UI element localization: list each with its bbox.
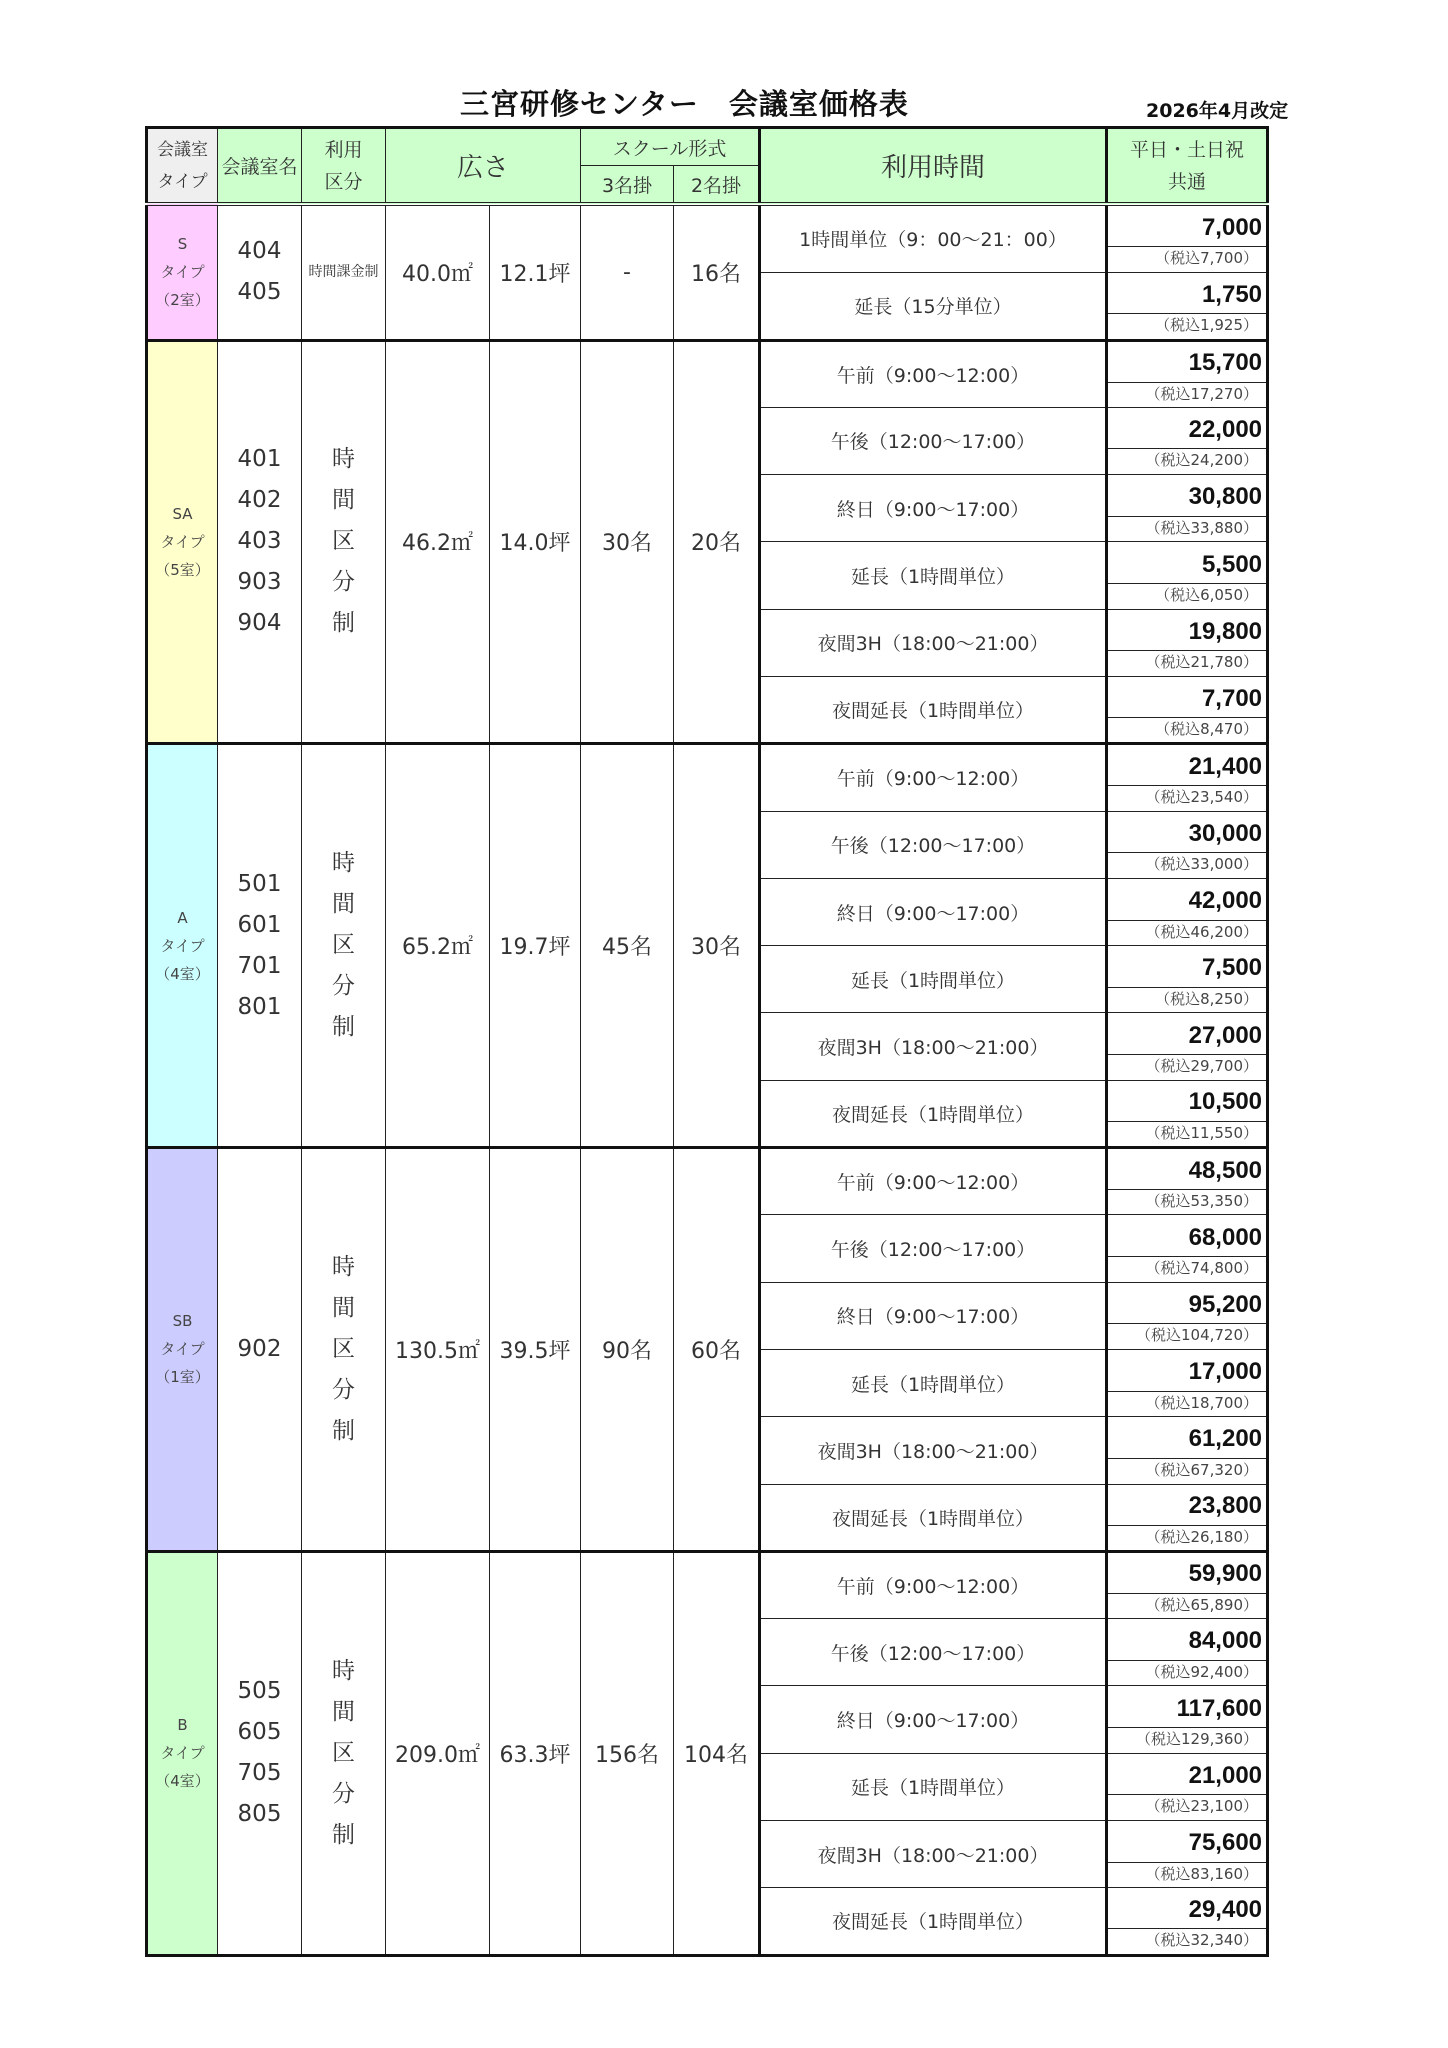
header-room-name: 会議室名	[218, 128, 302, 205]
price-excl-tax: 22,000	[1108, 411, 1266, 449]
price-cell	[1107, 1417, 1268, 1484]
price-cell	[1107, 1551, 1268, 1618]
price-incl-tax: （税込26,180）	[1145, 1527, 1259, 1546]
usage-type-cell: 時 間 区 分 制	[302, 1148, 386, 1552]
usage-time-cell: 延長（1時間単位）	[760, 946, 1107, 1013]
price-excl-tax: 5,500	[1108, 546, 1266, 584]
room-number: 401	[237, 446, 282, 473]
price-cell	[1107, 744, 1268, 811]
price-excl-tax: 59,900	[1108, 1556, 1266, 1594]
table-row	[147, 340, 1268, 407]
usage-time-cell: 午後（12:00～17:00）	[760, 1619, 1107, 1686]
price-table	[145, 126, 1269, 1957]
table-row	[147, 1148, 1268, 1215]
document-title: 三宮研修センター 会議室価格表	[460, 87, 909, 121]
table-row	[147, 1551, 1268, 1618]
price-incl-tax: （税込21,780）	[1145, 653, 1259, 672]
room-number: 601	[237, 911, 282, 938]
usage-time-cell: 1時間単位（9：00～21：00）	[760, 204, 1107, 272]
price-incl-tax: （税込33,000）	[1145, 855, 1259, 874]
capacity-2-seat-cell: 60名	[674, 1148, 760, 1552]
usage-time-cell: 終日（9:00～17:00）	[760, 475, 1107, 542]
price-incl-tax: （税込92,400）	[1145, 1662, 1259, 1681]
usage-time-cell: 夜間3H（18:00～21:00）	[760, 1013, 1107, 1080]
usage-time-cell: 夜間延長（1時間単位）	[760, 1888, 1107, 1955]
room-numbers-cell	[218, 1148, 302, 1552]
room-numbers-cell	[218, 1551, 302, 1955]
room-number: 705	[237, 1760, 282, 1787]
usage-time-cell: 午後（12:00～17:00）	[760, 811, 1107, 878]
price-incl-tax: （税込83,160）	[1145, 1864, 1259, 1883]
price-incl-tax: （税込53,350）	[1145, 1192, 1259, 1211]
usage-time-cell: 終日（9:00～17:00）	[760, 878, 1107, 945]
room-type-cell: SB タイプ （1室）	[147, 1148, 218, 1552]
usage-time-cell: 午後（12:00～17:00）	[760, 1215, 1107, 1282]
room-numbers-cell	[218, 744, 302, 1148]
room-type-cell: S タイプ （2室）	[147, 204, 218, 340]
header-usage-type: 利用 区分	[302, 128, 386, 205]
header-school-style: スクール形式	[581, 128, 760, 166]
header-school-3-seat: 3名掛	[581, 166, 674, 205]
room-type-cell: B タイプ （4室）	[147, 1551, 218, 1955]
price-cell	[1107, 1888, 1268, 1955]
usage-type-cell: 時間課金制	[302, 204, 386, 340]
price-cell	[1107, 1080, 1268, 1147]
price-cell	[1107, 1282, 1268, 1349]
room-type-cell: SA タイプ （5室）	[147, 340, 218, 744]
room-number: 403	[237, 528, 282, 555]
price-incl-tax: （税込33,880）	[1145, 518, 1259, 537]
price-cell	[1107, 272, 1268, 340]
price-incl-tax: （税込6,050）	[1155, 586, 1259, 605]
price-cell	[1107, 407, 1268, 474]
price-incl-tax: （税込32,340）	[1145, 1931, 1259, 1950]
capacity-2-seat-cell: 104名	[674, 1551, 760, 1955]
area-m2-cell: 130.5㎡	[386, 1148, 490, 1552]
usage-time-cell: 延長（15分単位）	[760, 272, 1107, 340]
price-excl-tax: 84,000	[1108, 1623, 1266, 1661]
price-excl-tax: 95,200	[1108, 1286, 1266, 1324]
room-number: 405	[237, 279, 282, 306]
header-price: 平日・土日祝 共通	[1107, 128, 1268, 205]
price-cell	[1107, 1013, 1268, 1080]
price-excl-tax: 1,750	[1108, 276, 1266, 314]
price-cell	[1107, 609, 1268, 676]
capacity-3-seat-cell: -	[581, 204, 674, 340]
price-incl-tax: （税込24,200）	[1145, 451, 1259, 470]
area-tsubo-cell: 12.1坪	[490, 204, 581, 340]
price-cell	[1107, 204, 1268, 272]
price-cell	[1107, 1484, 1268, 1551]
price-incl-tax: （税込8,470）	[1155, 720, 1259, 739]
room-number: 402	[237, 487, 282, 514]
usage-time-cell: 午前（9:00～12:00）	[760, 1551, 1107, 1618]
capacity-2-seat-cell: 20名	[674, 340, 760, 744]
area-tsubo-cell: 63.3坪	[490, 1551, 581, 1955]
room-number: 904	[237, 610, 282, 637]
price-incl-tax: （税込17,270）	[1145, 384, 1259, 403]
price-excl-tax: 7,700	[1108, 680, 1266, 718]
price-excl-tax: 30,800	[1108, 479, 1266, 517]
usage-time-cell: 夜間3H（18:00～21:00）	[760, 1821, 1107, 1888]
area-m2-cell: 46.2㎡	[386, 340, 490, 744]
usage-type-cell: 時 間 区 分 制	[302, 1551, 386, 1955]
price-incl-tax: （税込23,540）	[1145, 788, 1259, 807]
room-number: 903	[237, 569, 282, 596]
price-cell	[1107, 542, 1268, 609]
header-room-type: 会議室 タイプ	[147, 128, 218, 205]
room-number: 805	[237, 1801, 282, 1828]
price-incl-tax: （税込129,360）	[1135, 1730, 1259, 1749]
area-m2-cell: 40.0㎡	[386, 204, 490, 340]
price-excl-tax: 48,500	[1108, 1152, 1266, 1190]
room-number: 605	[237, 1719, 282, 1746]
usage-type-cell: 時 間 区 分 制	[302, 340, 386, 744]
price-cell	[1107, 811, 1268, 878]
price-incl-tax: （税込65,890）	[1145, 1595, 1259, 1614]
usage-time-cell: 夜間3H（18:00～21:00）	[760, 609, 1107, 676]
price-cell	[1107, 946, 1268, 1013]
price-cell	[1107, 475, 1268, 542]
price-incl-tax: （税込74,800）	[1145, 1259, 1259, 1277]
usage-time-cell: 延長（1時間単位）	[760, 542, 1107, 609]
price-cell	[1107, 1619, 1268, 1686]
price-incl-tax: （税込8,250）	[1155, 989, 1259, 1008]
usage-type-cell: 時 間 区 分 制	[302, 744, 386, 1148]
price-cell	[1107, 1215, 1268, 1282]
price-excl-tax: 21,400	[1108, 748, 1266, 786]
usage-time-cell: 終日（9:00～17:00）	[760, 1282, 1107, 1349]
capacity-2-seat-cell: 30名	[674, 744, 760, 1148]
price-incl-tax: （税込29,700）	[1145, 1057, 1259, 1076]
header-usage-time: 利用時間	[760, 128, 1107, 205]
usage-time-cell: 終日（9:00～17:00）	[760, 1686, 1107, 1753]
price-excl-tax: 17,000	[1108, 1354, 1266, 1392]
table-row	[147, 744, 1268, 811]
price-incl-tax: （税込7,700）	[1155, 249, 1259, 268]
usage-time-cell: 午前（9:00～12:00）	[760, 1148, 1107, 1215]
price-excl-tax: 42,000	[1108, 883, 1266, 921]
price-excl-tax: 27,000	[1108, 1017, 1266, 1055]
capacity-3-seat-cell: 30名	[581, 340, 674, 744]
room-number: 501	[237, 870, 282, 897]
revision-date: 2026年4月改定	[1146, 100, 1289, 122]
price-cell	[1107, 878, 1268, 945]
price-incl-tax: （税込67,320）	[1145, 1460, 1259, 1479]
usage-time-cell: 午前（9:00～12:00）	[760, 744, 1107, 811]
room-type-cell: A タイプ （4室）	[147, 744, 218, 1148]
usage-time-cell: 夜間延長（1時間単位）	[760, 676, 1107, 743]
usage-time-cell: 午後（12:00～17:00）	[760, 407, 1107, 474]
price-excl-tax: 21,000	[1108, 1757, 1266, 1795]
usage-time-cell: 夜間3H（18:00～21:00）	[760, 1417, 1107, 1484]
usage-time-cell: 延長（1時間単位）	[760, 1349, 1107, 1416]
usage-time-cell: 延長（1時間単位）	[760, 1753, 1107, 1820]
price-excl-tax: 7,000	[1108, 209, 1266, 247]
table-row	[147, 204, 1268, 272]
room-number: 404	[237, 238, 282, 265]
room-numbers-cell	[218, 340, 302, 744]
price-excl-tax: 23,800	[1108, 1488, 1266, 1526]
header-school-2-seat: 2名掛	[674, 166, 760, 205]
room-number: 902	[237, 1335, 282, 1362]
price-excl-tax: 29,400	[1108, 1891, 1266, 1929]
price-cell	[1107, 1821, 1268, 1888]
price-incl-tax: （税込46,200）	[1145, 922, 1259, 941]
capacity-3-seat-cell: 90名	[581, 1148, 674, 1552]
room-number: 801	[237, 993, 282, 1020]
price-excl-tax: 19,800	[1108, 613, 1266, 651]
capacity-3-seat-cell: 45名	[581, 744, 674, 1148]
price-excl-tax: 10,500	[1108, 1084, 1266, 1122]
price-incl-tax: （税込1,925）	[1155, 316, 1259, 334]
room-number: 505	[237, 1678, 282, 1705]
area-tsubo-cell: 39.5坪	[490, 1148, 581, 1552]
price-cell	[1107, 1148, 1268, 1215]
price-incl-tax: （税込18,700）	[1145, 1393, 1259, 1412]
price-excl-tax: 75,600	[1108, 1825, 1266, 1863]
usage-time-cell: 夜間延長（1時間単位）	[760, 1484, 1107, 1551]
price-incl-tax: （税込23,100）	[1145, 1797, 1259, 1816]
usage-time-cell: 夜間延長（1時間単位）	[760, 1080, 1107, 1147]
price-cell	[1107, 676, 1268, 743]
area-m2-cell: 209.0㎡	[386, 1551, 490, 1955]
price-excl-tax: 61,200	[1108, 1421, 1266, 1459]
capacity-2-seat-cell: 16名	[674, 204, 760, 340]
price-cell	[1107, 1753, 1268, 1820]
header-area: 広さ	[386, 128, 581, 205]
price-incl-tax: （税込104,720）	[1135, 1326, 1259, 1345]
price-excl-tax: 30,000	[1108, 815, 1266, 853]
area-m2-cell: 65.2㎡	[386, 744, 490, 1148]
room-number: 701	[237, 952, 282, 979]
price-excl-tax: 117,600	[1108, 1690, 1266, 1728]
price-cell	[1107, 1349, 1268, 1416]
area-tsubo-cell: 14.0坪	[490, 340, 581, 744]
price-cell	[1107, 1686, 1268, 1753]
usage-time-cell: 午前（9:00～12:00）	[760, 340, 1107, 407]
price-excl-tax: 68,000	[1108, 1219, 1266, 1257]
area-tsubo-cell: 19.7坪	[490, 744, 581, 1148]
price-incl-tax: （税込11,550）	[1145, 1123, 1259, 1142]
capacity-3-seat-cell: 156名	[581, 1551, 674, 1955]
price-excl-tax: 15,700	[1108, 345, 1266, 383]
price-excl-tax: 7,500	[1108, 950, 1266, 988]
price-cell	[1107, 340, 1268, 407]
room-numbers-cell	[218, 204, 302, 340]
